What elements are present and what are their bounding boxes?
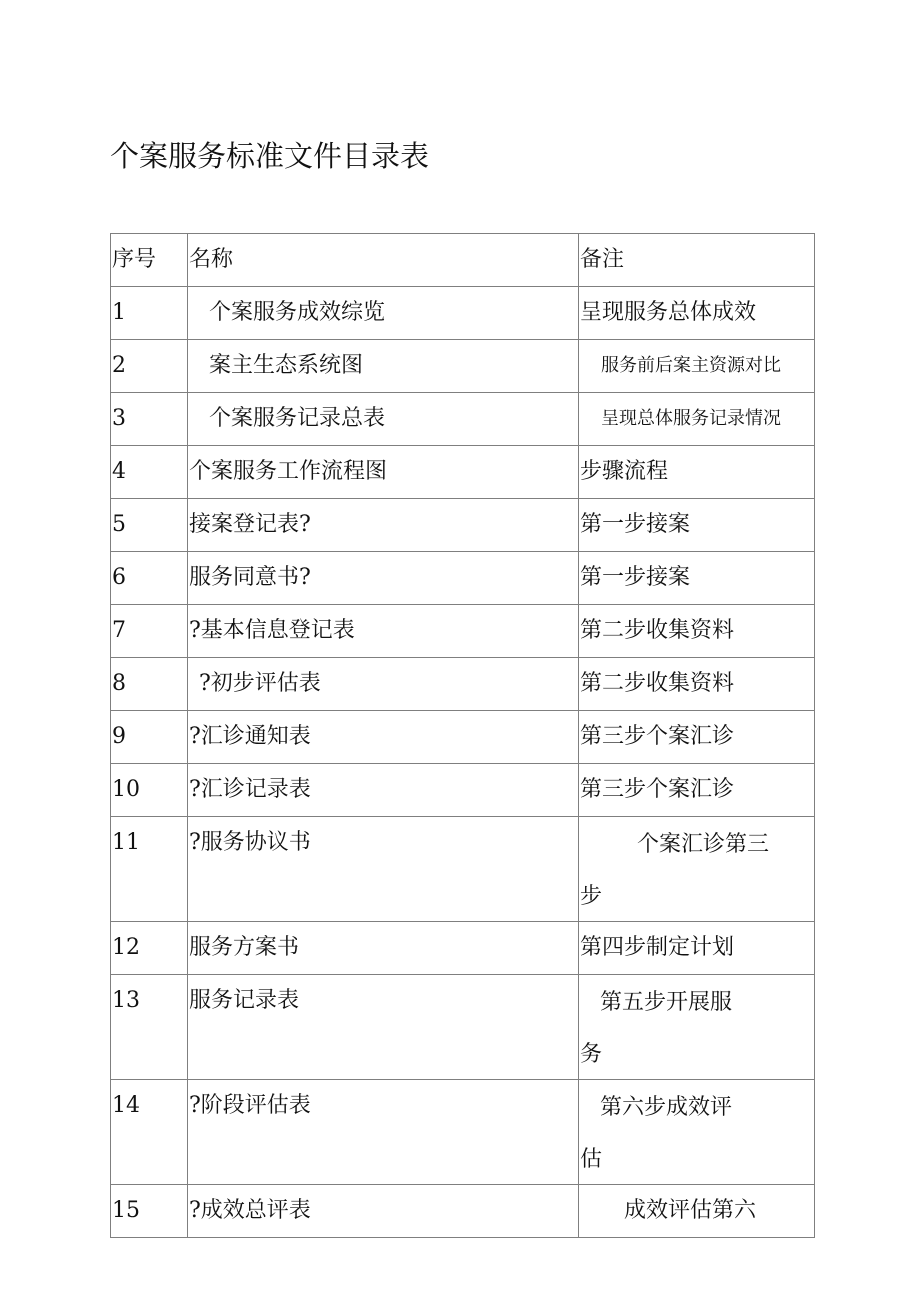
row-name: 个案服务成效综览: [188, 287, 579, 340]
row-no: 5: [111, 499, 188, 552]
row-note: 成效评估第六: [579, 1185, 815, 1238]
table-row: [111, 552, 815, 605]
row-note: 第一步接案: [579, 552, 815, 605]
row-note: 第二步收集资料: [579, 658, 815, 711]
table-row: [111, 446, 815, 499]
row-name: 接案登记表?: [188, 499, 579, 552]
table-row: [111, 658, 815, 711]
row-note: 呈现服务总体成效: [579, 287, 815, 340]
row-no: 15: [111, 1185, 188, 1238]
table-row: [111, 499, 815, 552]
row-note: 第四步制定计划: [579, 922, 815, 975]
row-no: 1: [111, 287, 188, 340]
row-name: ?阶段评估表: [188, 1080, 579, 1185]
table-row: [111, 393, 815, 446]
row-no: 8: [111, 658, 188, 711]
header-cell-no: 序号: [111, 234, 188, 287]
row-no: 11: [111, 817, 188, 922]
row-name: 服务同意书?: [188, 552, 579, 605]
header-cell-name: 名称: [188, 234, 579, 287]
row-no: 7: [111, 605, 188, 658]
row-no: 2: [111, 340, 188, 393]
table-row: [111, 975, 815, 1080]
row-note: 第二步收集资料: [579, 605, 815, 658]
row-note: 服务前后案主资源对比: [579, 340, 815, 393]
row-name: ?初步评估表: [188, 658, 579, 711]
row-note: 第三步个案汇诊: [579, 711, 815, 764]
table-row: [111, 287, 815, 340]
row-name: 案主生态系统图: [188, 340, 579, 393]
catalog-table: [110, 233, 815, 1238]
table-row: [111, 817, 815, 922]
table-row: [111, 340, 815, 393]
table-row: [111, 1080, 815, 1185]
row-name: 个案服务记录总表: [188, 393, 579, 446]
table-row: [111, 711, 815, 764]
header-cell-note: 备注: [579, 234, 815, 287]
row-name: 个案服务工作流程图: [188, 446, 579, 499]
row-name: ?汇诊记录表: [188, 764, 579, 817]
row-name: ?服务协议书: [188, 817, 579, 922]
row-name: ?基本信息登记表: [188, 605, 579, 658]
row-note: 第三步个案汇诊: [579, 764, 815, 817]
row-no: 9: [111, 711, 188, 764]
row-no: 3: [111, 393, 188, 446]
row-note: 个案汇诊第三 步: [579, 817, 815, 922]
row-no: 14: [111, 1080, 188, 1185]
table-row: [111, 764, 815, 817]
row-name: 服务记录表: [188, 975, 579, 1080]
row-no: 4: [111, 446, 188, 499]
row-no: 10: [111, 764, 188, 817]
table-row: [111, 1185, 815, 1238]
row-note: 第一步接案: [579, 499, 815, 552]
row-name: ?汇诊通知表: [188, 711, 579, 764]
row-name: 服务方案书: [188, 922, 579, 975]
row-no: 12: [111, 922, 188, 975]
row-no: 13: [111, 975, 188, 1080]
row-note: 第六步成效评 估: [579, 1080, 815, 1185]
row-name: ?成效总评表: [188, 1185, 579, 1238]
row-note: 呈现总体服务记录情况: [579, 393, 815, 446]
row-note: 第五步开展服 务: [579, 975, 815, 1080]
page-title: 个案服务标准文件目录表: [110, 139, 430, 173]
table-row: [111, 605, 815, 658]
row-no: 6: [111, 552, 188, 605]
table-row: [111, 922, 815, 975]
table-header-row: [111, 234, 815, 287]
row-note: 步骤流程: [579, 446, 815, 499]
